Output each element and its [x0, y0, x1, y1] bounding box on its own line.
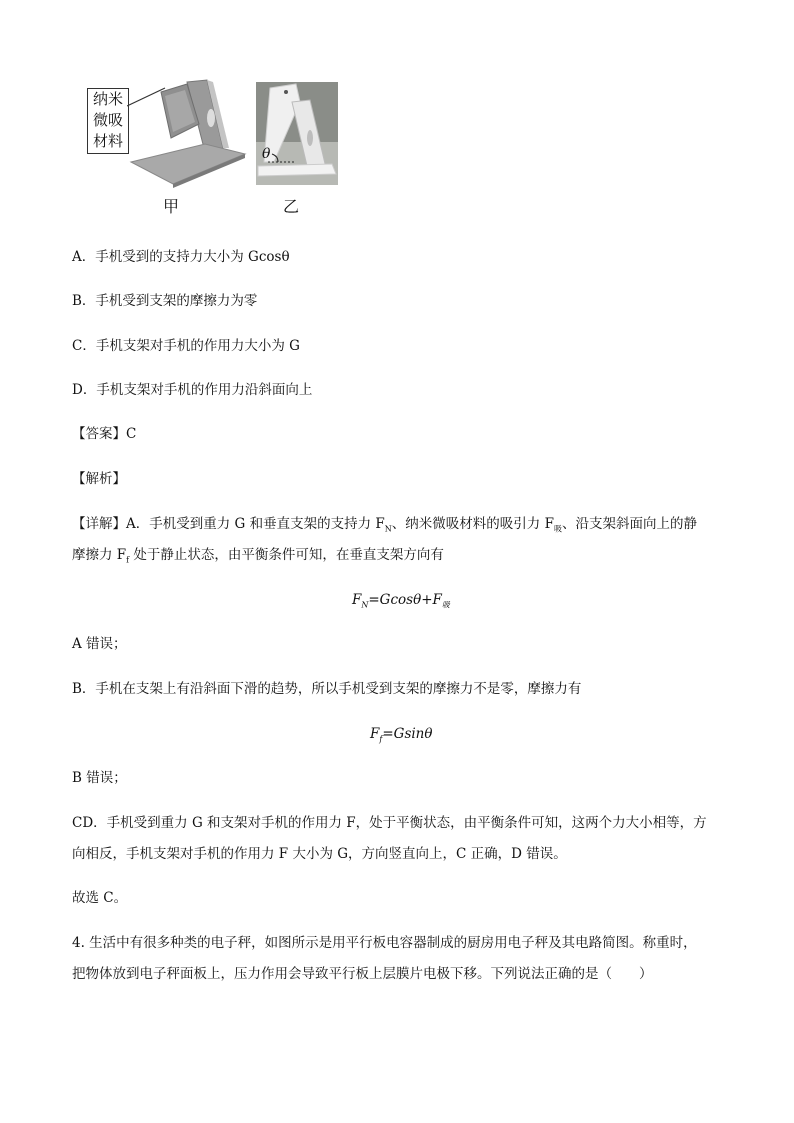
phone-on-stand-photo	[256, 82, 338, 185]
material-label-line-2: 微吸	[92, 111, 123, 129]
answer-value: C	[126, 426, 137, 442]
material-label-line-3: 材料	[92, 132, 123, 150]
formula-1: $F_N=Gcos\theta+F_吸$	[352, 592, 450, 610]
formula-2: $F_f=Gsin\theta$	[370, 726, 433, 744]
b-wrong: B 错误；	[72, 770, 127, 786]
question4-line-2: 把物体放到电子秤面板上，压力作用会导致平行板上层膜片电极下移。下列说法正确的是（ ）	[72, 966, 653, 982]
phone-stand-illustration	[127, 78, 252, 190]
option-a: A．手机受到的支持力大小为 Gcosθ	[72, 249, 290, 265]
answer-line	[72, 424, 136, 444]
detail-line-1: 【详解】A．手机受到重力 G 和垂直支架的支持力 $F_N$、纳米微吸材料的吸引力 $F_吸$、沿支架斜面向上的静	[72, 516, 697, 534]
choose-line: 故选 C。	[72, 890, 128, 906]
material-label-line-1: 纳米	[92, 90, 123, 108]
theta-label: θ	[262, 146, 271, 162]
option-c: C．手机支架对手机的作用力大小为 G	[72, 338, 300, 354]
detail-tag: 【详解】	[72, 516, 126, 532]
detail-line-2: 摩擦力 $F_f$ 处于静止状态，由平衡条件可知，在垂直支架方向有	[72, 547, 444, 565]
option-b: B．手机受到支架的摩擦力为零	[72, 293, 258, 309]
a-wrong: A 错误；	[72, 636, 127, 652]
material-label-box	[87, 88, 129, 154]
detail-cd-line-1: CD．手机受到重力 G 和支架对手机的作用力 F，处于平衡状态，由平衡条件可知，这两个力大小相等，方	[72, 815, 707, 831]
caption-yi: 乙	[283, 197, 300, 216]
detail-b-line: B．手机在支架上有沿斜面下滑的趋势，所以手机受到支架的摩擦力不是零，摩擦力有	[72, 681, 582, 697]
answer-tag: 【答案】	[72, 426, 126, 442]
option-d: D．手机支架对手机的作用力沿斜面向上	[72, 382, 313, 398]
detail-cd-line-2: 向相反，手机支架对手机的作用力 F 大小为 G，方向竖直向上，C 正确，D 错误。	[72, 846, 567, 862]
caption-jia: 甲	[163, 197, 180, 216]
analysis-tag: 【解析】	[72, 471, 126, 487]
question4-line-1: 4. 生活中有很多种类的电子秤，如图所示是用平行板电容器制成的厨房用电子秤及其电路简图。称重时，	[72, 935, 697, 951]
